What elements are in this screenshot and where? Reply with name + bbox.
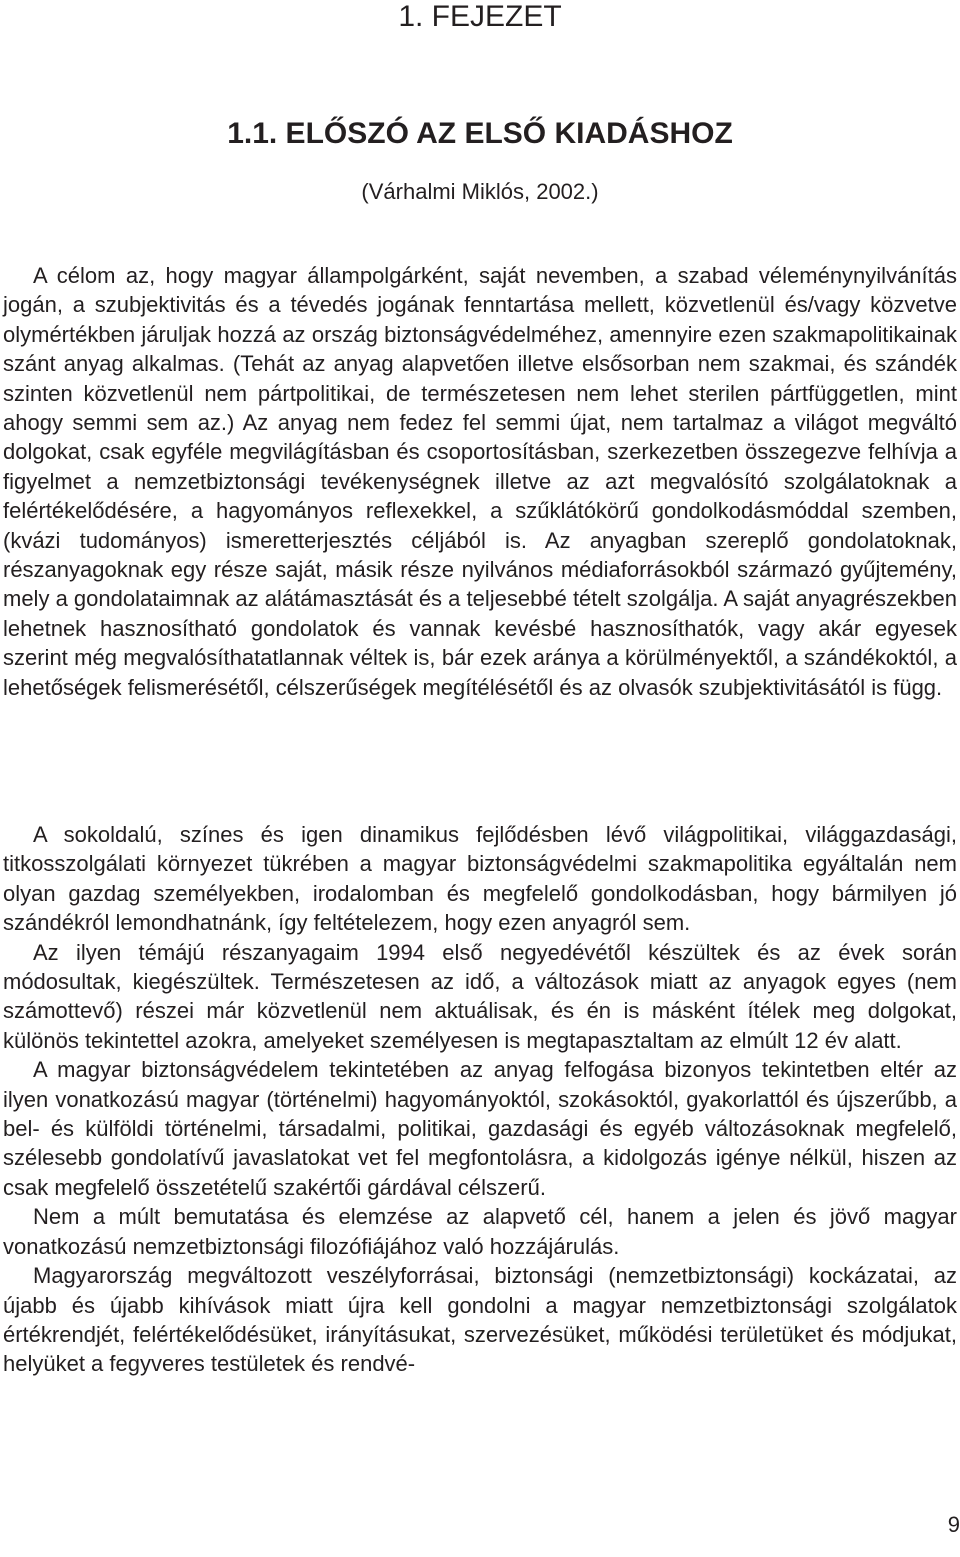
author-byline: (Várhalmi Miklós, 2002.): [361, 179, 599, 204]
paragraph: A magyar biztonságvédelem tekintetében az anyag felfogása bizonyos tekintetben eltér az ilyen vonatkozású magyar (történelmi) hagyományoktól, szokásoktól, gyakorlattól és újszerűbb, a bel- és külföldi történelmi, társadalmi, politikai, gazdasági és egyéb változásoknak megfelelő, szélesebb gondolatívű javaslatokat vet fel megfontolásra, a kidolgozás igénye nélkül, hiszen az csak megfelelő összetételű szakértői gárdával célszerű.: [3, 1057, 957, 1200]
paragraph: Magyarország megváltozott veszélyforrásai, biztonsági (nemzetbiztonsági) kockázatai, az újabb és újabb kihívások miatt újra kell gondolni a magyar nemzetbiztonsági szolgálatok értékrendjét, felértékelődésüket, irányításukat, szervezésüket, működési területüket és módjukat, helyüket a fegyveres testületek és rendvé-: [3, 1263, 957, 1377]
paragraph: Az ilyen témájú részanyagaim 1994 első negyedévétől készültek és az évek során módosultak, kiegészültek. Természetesen az idő, a változások miatt az anyagok egyes (nem számottevő) részei már közvetlenül nem aktuálisak, és én is másként ítélek meg dolgokat, különös tekintettel azokra, amelyeket személyesen is megtapasztaltam az elmúlt 12 év alatt.: [3, 939, 957, 1053]
paragraph: A célom az, hogy magyar állampolgárként, saját nevemben, a szabad véleménynyilvánítás jogán, a szubjektivitás és a tévedés jogának fenntartása mellett, közvetlenül és/vagy közvetve olymértékben járuljak hozzá az ország biztonságvédelméhez, amennyire ezen szakmapolitikainak szánt anyag alkalmas. (Tehát az anyag alapvetően illetve elsősorban nem szakmai, és szándék szinten közvetlenül nem pártpolitikai, de természetesen nem lehet sterilen pártfüggetlen, mint ahogy semmi sem az.) Az anyag nem fedez fel semmi újat, nem tartalmaz a világot megváltó dolgokat, csak egyféle megvilágításban és csoportosításban, szerkezetben összegezve felhívja a figyelmet a nemzetbiztonsági tevékenységnek illetve az azt megvalósító szolgálatoknak a felértékelődésére, a hagyományos reflexekkel, a szűklátókörű gondolkodásmóddal szemben, (kvázi tudományos) ismeretterjesztés céljából is. Az anyagban szereplő gondolatoknak, részanyagoknak egy része saját, másik része nyilvános médiaforrásokból származó gyűjtemény, mely a gondolataimnak az alátámasztását és a teljesebbé tételt szolgálja. A saját anyagrészekben lehetnek hasznosítható gondolatok és vannak kevésbé hasznosíthatók, vagy akár egyesek szerint még megvalósíthatatlannak véltek is, bár ezek aránya a körülményektől, a szándékoktól, a lehetőségek felismerésétől, célszerűségek megítélésétől és az olvasók szubjektivitásától is függ.: [3, 263, 957, 700]
page-number: 9: [947, 1512, 960, 1537]
body-block-main: [3, 820, 957, 1379]
section-heading: 1.1. ELŐSZÓ AZ ELSŐ KIADÁSHOZ: [227, 117, 733, 150]
body-block-intro: [3, 261, 957, 702]
paragraph: A sokoldalú, színes és igen dinamikus fejlődésben lévő világpolitikai, világgazdasági, titkosszolgálati környezet tükrében a magyar biztonságvédelmi szakmapolitika egyáltalán nem olyan gazdag személyekben, irodalomban és megfelelő gondolkodásban, hogy bármilyen jó szándékról lemondhatnánk, így feltételezem, hogy ezen anyagról sem.: [3, 822, 957, 936]
chapter-heading: 1. FEJEZET: [398, 0, 562, 33]
paragraph: Nem a múlt bemutatása és elemzése az alapvető cél, hanem a jelen és jövő magyar vonatkozású nemzetbiztonsági filozófiájához való hozzájárulás.: [3, 1204, 957, 1259]
